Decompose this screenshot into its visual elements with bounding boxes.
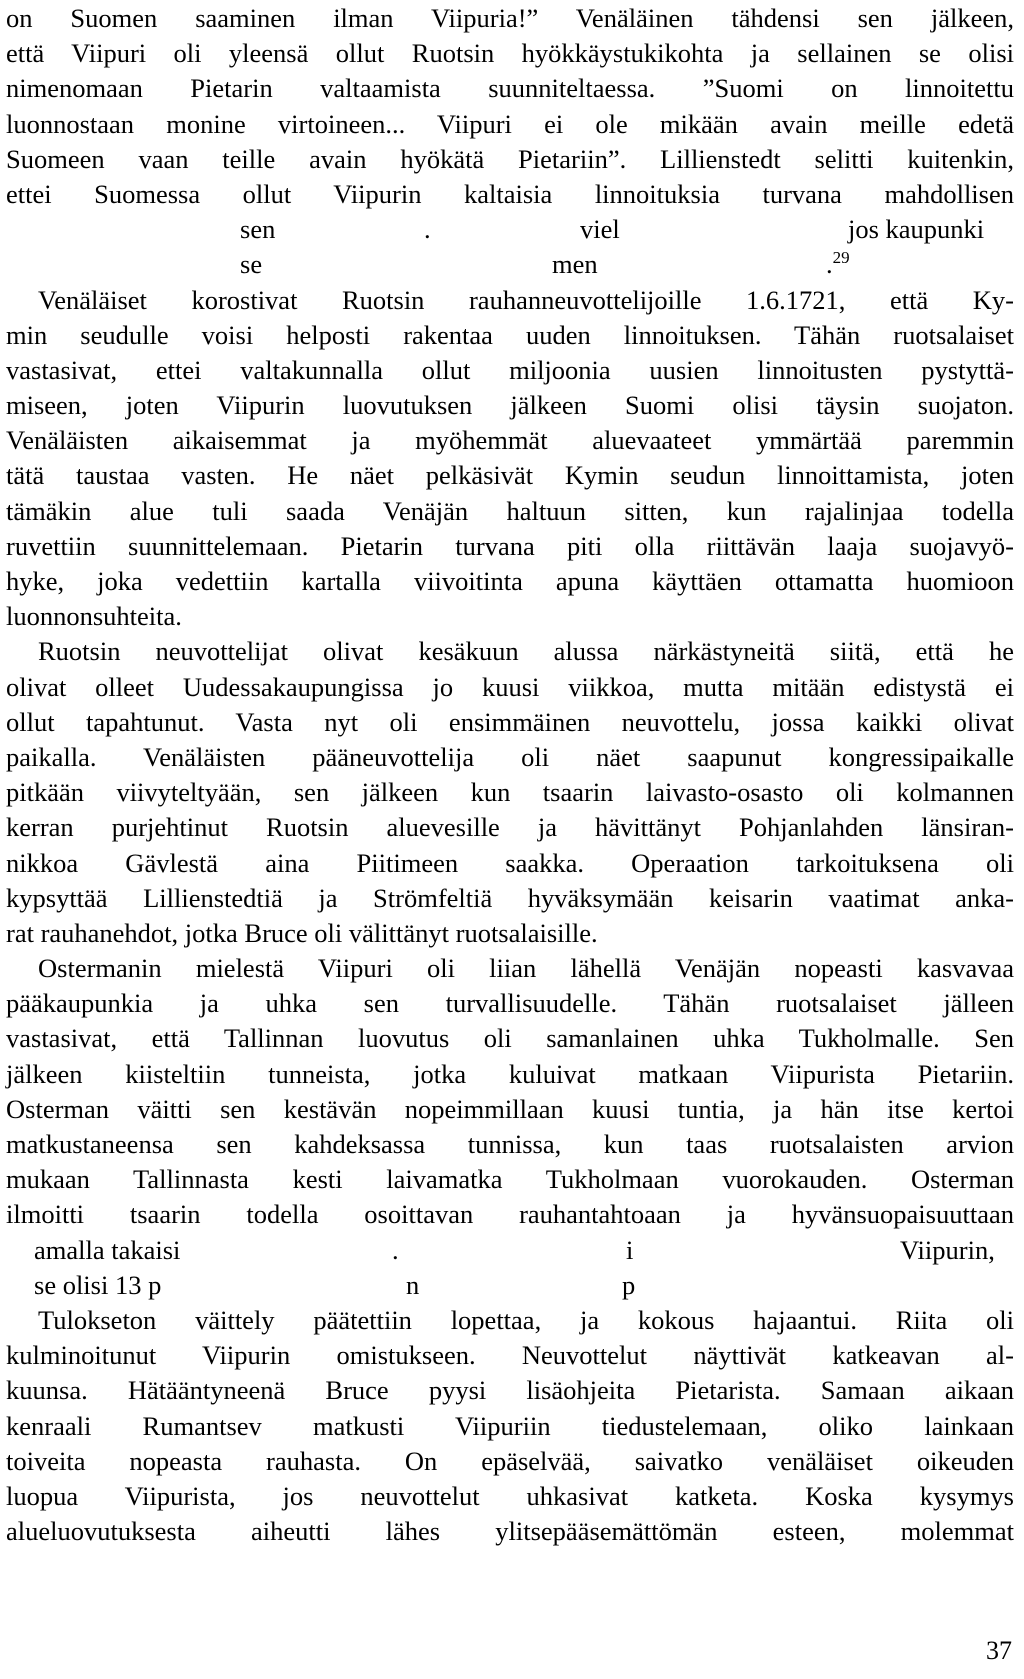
text-line: ilmoitti tsaarin todella osoittavan rauhantahtoaan ja hyvänsuopaisuuttaan <box>6 1199 1014 1230</box>
text-line: on Suomen saaminen ilman Viipuria!” Venäläinen tähdensi sen jälkeen, <box>6 3 1014 33</box>
text-fragment: viel <box>580 214 620 245</box>
text-line: tämäkin alue tuli saada Venäjän haltuun sitten, kun rajalinjaa todella <box>6 495 1014 526</box>
text-fragment: n <box>406 1269 420 1300</box>
text-fragment: . <box>392 1234 399 1265</box>
text-line: kuunsa. Hätääntyneenä Bruce pyysi lisäohjeita Pietarista. Samaan aikaan <box>6 1375 1014 1406</box>
text-fragment: jos kaupunki <box>848 214 985 245</box>
text-line: ruvettiin suunnittelemaan. Pietarin turvana piti olla riittävän laaja suojavyö- <box>6 530 1014 561</box>
document-page <box>6 1 1014 1549</box>
text-line: ettei Suomessa ollut Viipurin kaltaisia linnoituksia turvana mahdollisen <box>6 178 1014 209</box>
text-line: kypsyttää Lillienstedtiä ja Strömfeltiä hyväksymään keisarin vaatimat anka- <box>6 882 1014 913</box>
text-line: olivat olleet Uudessakaupungissa jo kuusi viikkoa, mutta mitään edistystä ei <box>6 671 1014 702</box>
text-line: paikalla. Venäläisten pääneuvottelija oli näet saapunut kongressipaikalle <box>6 741 1014 772</box>
text-line: pitkään viivyteltyään, sen jälkeen kun tsaarin laivasto-osasto oli kolmannen <box>6 777 1014 808</box>
text-line: luonnostaan monine virtoineen... Viipuri ei ole mikään avain meille edetä <box>6 108 1014 139</box>
text-fragment: Viipurin, <box>900 1234 995 1265</box>
paragraph-first-line: Tulokseton väittely päätettiin lopettaa, ja kokous hajaantui. Riita oli <box>38 1304 1014 1335</box>
fragmented-text-line <box>6 212 1014 247</box>
text-line: pääkaupunkia ja uhka sen turvallisuudelle. Tähän ruotsalaiset jälleen <box>6 988 1014 1019</box>
text-line: ollut tapahtunut. Vasta nyt oli ensimmäinen neuvottelu, jossa kaikki olivat <box>6 706 1014 737</box>
text-fragment: p <box>622 1269 636 1300</box>
text-line: tätä taustaa vasten. He näet pelkäsivät Kymin seudun linnoittamista, joten <box>6 460 1014 491</box>
text-fragment <box>826 247 850 282</box>
text-fragment: . <box>424 214 431 245</box>
text-fragment: i <box>626 1234 634 1265</box>
text-fragment: se olisi 13 p <box>34 1269 162 1300</box>
paragraph-first-line: Ruotsin neuvottelijat olivat kesäkuun alussa närkästyneitä siitä, että he <box>38 636 1014 667</box>
text-line: jälkeen kiisteltiin tunneista, jotka kuluivat matkaan Viipurista Pietariin. <box>6 1058 1014 1089</box>
footnote-marker: 29 <box>832 248 850 268</box>
text-line: toiveita nopeasta rauhasta. On epäselvää, saivatko venäläiset oikeuden <box>6 1445 1014 1476</box>
text-line: Osterman väitti sen kestävän nopeimmillaan kuusi tuntia, ja hän itse kertoi <box>6 1093 1014 1124</box>
text-fragment: men <box>552 249 598 280</box>
paragraph-first-line: Ostermanin mielestä Viipuri oli liian lähellä Venäjän nopeasti kasvavaa <box>38 953 1014 984</box>
text-fragment: . <box>826 249 833 280</box>
text-fragment: amalla takaisi <box>34 1234 181 1265</box>
paragraph-last-line: luonnonsuhteita. <box>6 601 182 632</box>
text-fragment: sen <box>240 214 276 245</box>
text-fragment: se <box>240 249 263 280</box>
text-line: vastasivat, että Tallinnan luovutus oli samanlainen uhka Tukholmalle. Sen <box>6 1023 1014 1054</box>
fragmented-text-line <box>6 1233 1014 1268</box>
text-line: kenraali Rumantsev matkusti Viipuriin tiedustelemaan, oliko lainkaan <box>6 1410 1014 1441</box>
text-line: Venäläisten aikaisemmat ja myöhemmät aluevaateet ymmärtää paremmin <box>6 425 1014 456</box>
text-line: vastasivat, ettei valtakunnalla ollut miljoonia uusien linnoitusten pystyttä- <box>6 354 1014 385</box>
fragmented-text-line <box>6 1268 1014 1303</box>
fragmented-text-line <box>6 247 1014 282</box>
text-line: matkustaneensa sen kahdeksassa tunnissa, kun taas ruotsalaisten arvion <box>6 1129 1014 1159</box>
text-line: nimenomaan Pietarin valtaamista suunniteltaessa. ”Suomi on linnoitettu <box>6 73 1014 104</box>
text-line: alueluovutuksesta aiheutti lähes ylitsepääsemättömän esteen, molemmat <box>6 1516 1014 1547</box>
text-line: nikkoa Gävlestä aina Piitimeen saakka. Operaation tarkoituksena oli <box>6 847 1014 878</box>
text-line: Suomeen vaan teille avain hyökätä Pietariin”. Lillienstedt selitti kuitenkin, <box>6 143 1014 174</box>
text-line: min seudulle voisi helposti rakentaa uuden linnoituksen. Tähän ruotsalaiset <box>6 319 1014 350</box>
text-line: että Viipuri oli yleensä ollut Ruotsin hyökkäystukikohta ja sellainen se olisi <box>6 38 1014 69</box>
paragraph-last-line: rat rauhanehdot, jotka Bruce oli välittänyt ruotsalaisille. <box>6 917 598 948</box>
text-line: kerran purjehtinut Ruotsin aluevesille ja hävittänyt Pohjanlahden länsiran- <box>6 812 1014 843</box>
paragraph-first-line: Venäläiset korostivat Ruotsin rauhanneuvottelijoille 1.6.1721, että Ky- <box>38 284 1014 315</box>
page-number: 37 <box>986 1636 1012 1665</box>
text-line: hyke, joka vedettiin kartalla viivoitinta apuna käyttäen ottamatta huomioon <box>6 566 1014 596</box>
text-line: miseen, joten Viipurin luovutuksen jälkeen Suomi olisi täysin suojaton. <box>6 390 1014 421</box>
text-line: luopua Viipurista, jos neuvottelut uhkasivat katketa. Koska kysymys <box>6 1480 1014 1511</box>
text-line: mukaan Tallinnasta kesti laivamatka Tukholmaan vuorokauden. Osterman <box>6 1164 1014 1195</box>
text-line: kulminoitunut Viipurin omistukseen. Neuvottelut näyttivät katkeavan al- <box>6 1340 1014 1371</box>
